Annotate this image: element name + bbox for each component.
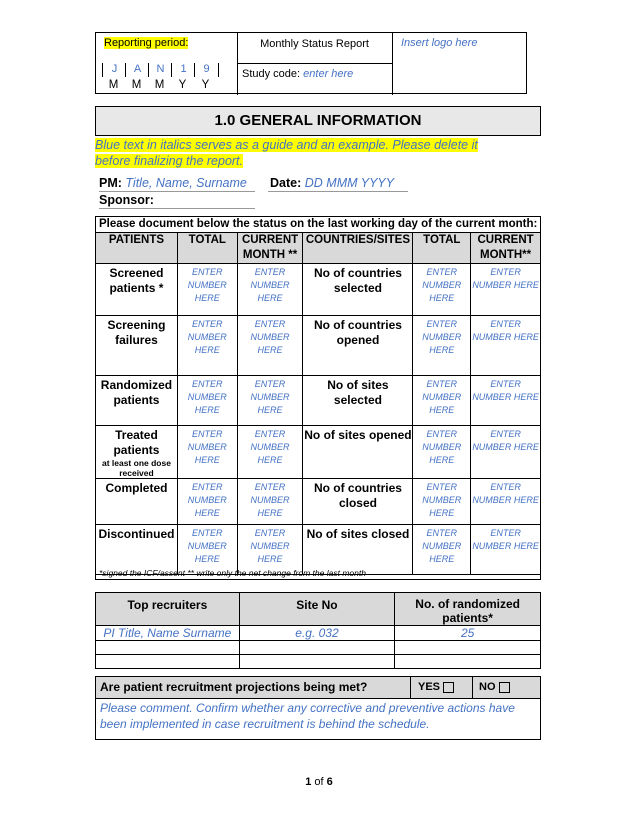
sites-current-month-input[interactable]: ENTER NUMBER HERE <box>471 264 541 316</box>
date-value[interactable]: DD MMM YYYY <box>304 176 395 190</box>
patient-category-label: Randomized patients <box>100 378 173 407</box>
sites-current-month-input[interactable]: ENTER NUMBER HERE <box>471 426 541 479</box>
period-format-char: M <box>108 79 119 91</box>
patient-category <box>96 376 178 426</box>
sites-current-month-input[interactable]: ENTER NUMBER HERE <box>471 316 541 376</box>
table-row <box>96 264 541 316</box>
date-underline <box>268 191 408 192</box>
patients-current-month-input[interactable]: ENTER NUMBER HERE <box>237 264 303 316</box>
recruiter-site-cell[interactable] <box>239 655 395 669</box>
table-row <box>96 479 541 525</box>
yes-label: YES <box>418 681 441 693</box>
no-checkbox[interactable] <box>499 682 510 693</box>
intro-note <box>95 137 515 169</box>
period-format-char: M <box>154 79 165 91</box>
recruiter-name-cell[interactable] <box>96 655 240 669</box>
projections-header <box>96 677 540 699</box>
yes-option[interactable] <box>418 681 454 693</box>
patient-category <box>96 525 178 575</box>
intro-text: Blue text in italics serves as a guide and an example. Please delete it before finalizing the report. <box>95 138 478 168</box>
patient-category-label: Screened patients * <box>109 266 164 295</box>
sites-total-input[interactable]: ENTER NUMBER HERE <box>413 479 471 525</box>
recruiter-name-cell[interactable]: PI Title, Name Surname <box>96 626 240 641</box>
sites-total-input[interactable]: ENTER NUMBER HERE <box>413 525 471 575</box>
recruiter-site-cell[interactable]: e.g. 032 <box>239 626 395 641</box>
table-row <box>96 316 541 376</box>
site-category: No of countries selected <box>303 264 413 316</box>
table-row <box>96 655 541 669</box>
page-number <box>0 776 638 788</box>
recruiter-name-cell[interactable] <box>96 641 240 655</box>
table-row <box>96 525 541 575</box>
recruiter-count-cell[interactable] <box>395 641 541 655</box>
period-char[interactable]: A <box>125 63 149 77</box>
patient-category <box>96 316 178 376</box>
period-format <box>102 79 222 93</box>
patients-total-input[interactable]: ENTER NUMBER HERE <box>177 426 237 479</box>
table-row <box>96 626 541 641</box>
col-countries-sites: COUNTRIES/SITES <box>303 233 413 264</box>
col-site-no: Site No <box>239 593 395 626</box>
site-category: No of countries opened <box>303 316 413 376</box>
patients-current-month-input[interactable]: ENTER NUMBER HERE <box>237 316 303 376</box>
sites-total-input[interactable]: ENTER NUMBER HERE <box>413 264 471 316</box>
col-patients: PATIENTS <box>96 233 178 264</box>
page-of: of <box>314 776 324 788</box>
pm-underline <box>99 191 255 192</box>
patients-current-month-input[interactable]: ENTER NUMBER HERE <box>237 525 303 575</box>
patient-category <box>96 264 178 316</box>
site-category: No of sites opened <box>303 426 413 479</box>
sites-total-input[interactable]: ENTER NUMBER HERE <box>413 376 471 426</box>
divider <box>410 677 411 698</box>
col-total: TOTAL <box>177 233 237 264</box>
no-label: NO <box>479 681 496 693</box>
period-format-char: Y <box>178 79 187 91</box>
site-category: No of sites closed <box>303 525 413 575</box>
period-char[interactable]: N <box>148 63 172 77</box>
status-footnote: *signed the ICF/assent ** write only the net change from the last month <box>99 568 366 578</box>
patient-category-sub: at least one dose received <box>101 458 171 478</box>
logo-placeholder[interactable]: Insert logo here <box>401 37 478 49</box>
recruiters-header-row <box>96 593 541 626</box>
pm-field <box>99 176 247 190</box>
patients-current-month-input[interactable]: ENTER NUMBER HERE <box>237 479 303 525</box>
pm-value[interactable]: Title, Name, Surname <box>125 176 247 190</box>
section-title: 1.0 GENERAL INFORMATION <box>95 106 541 136</box>
patient-category-label: Treated patients <box>113 428 160 457</box>
patient-category-label: Discontinued <box>98 527 175 541</box>
projections-box <box>95 676 541 740</box>
patients-total-input[interactable]: ENTER NUMBER HERE <box>177 376 237 426</box>
study-code-field[interactable]: enter here <box>303 68 354 80</box>
report-header <box>95 32 527 94</box>
patients-total-input[interactable]: ENTER NUMBER HERE <box>177 264 237 316</box>
recruiter-count-cell[interactable] <box>395 655 541 669</box>
yes-checkbox[interactable] <box>443 682 454 693</box>
sponsor-label: Sponsor: <box>99 193 154 207</box>
sites-total-input[interactable]: ENTER NUMBER HERE <box>413 426 471 479</box>
col-current-month: CURRENT MONTH ** <box>237 233 303 264</box>
patients-current-month-input[interactable]: ENTER NUMBER HERE <box>237 426 303 479</box>
projections-comment[interactable]: Please comment. Confirm whether any corrective and preventive actions have been implemented in case recruitment is behind the schedule. <box>100 701 515 731</box>
study-code-label: Study code: <box>242 68 301 80</box>
period-char[interactable]: 1 <box>171 63 195 77</box>
title-cell <box>237 33 393 95</box>
patients-total-input[interactable]: ENTER NUMBER HERE <box>177 525 237 575</box>
col-current-month-sites: CURRENT MONTH** <box>471 233 541 264</box>
status-instruction: Please document below the status on the last working day of the current month: <box>99 218 538 230</box>
patient-category <box>96 479 178 525</box>
site-category: No of countries closed <box>303 479 413 525</box>
patient-category-label: Completed <box>105 481 168 495</box>
title-row <box>237 33 392 64</box>
patients-total-input[interactable]: ENTER NUMBER HERE <box>177 479 237 525</box>
col-total-sites: TOTAL <box>413 233 471 264</box>
table-row <box>96 376 541 426</box>
reporting-period-cell <box>96 33 238 95</box>
sites-current-month-input[interactable]: ENTER NUMBER HERE <box>471 376 541 426</box>
col-top-recruiters: Top recruiters <box>96 593 240 626</box>
period-char[interactable]: 9 <box>194 63 219 77</box>
period-char[interactable]: J <box>102 63 126 77</box>
recruiters-table <box>95 592 541 669</box>
patient-category <box>96 426 178 479</box>
recruiter-count-cell[interactable]: 25 <box>395 626 541 641</box>
sites-current-month-input[interactable]: ENTER NUMBER HERE <box>471 525 541 575</box>
date-field <box>270 176 394 190</box>
patients-current-month-input[interactable]: ENTER NUMBER HERE <box>237 376 303 426</box>
pm-label: PM: <box>99 176 122 190</box>
page-total: 6 <box>326 776 333 788</box>
sponsor-underline <box>99 208 255 209</box>
status-header-row <box>96 233 541 264</box>
no-option[interactable] <box>479 681 510 693</box>
period-format-char: Y <box>201 79 210 91</box>
page-current: 1 <box>305 776 312 788</box>
table-row <box>96 426 541 479</box>
recruiter-site-cell[interactable] <box>239 641 395 655</box>
patient-category-label: Screening failures <box>107 318 166 347</box>
sites-total-input[interactable]: ENTER NUMBER HERE <box>413 316 471 376</box>
date-label: Date: <box>270 176 302 190</box>
report-title: Monthly Status Report <box>260 38 369 50</box>
col-randomized: No. of randomized patients* <box>395 593 541 626</box>
projections-question: Are patient recruitment projections being met? <box>100 680 368 694</box>
divider <box>472 677 473 698</box>
status-table <box>95 232 541 575</box>
patients-total-input[interactable]: ENTER NUMBER HERE <box>177 316 237 376</box>
table-row <box>96 641 541 655</box>
period-entry[interactable] <box>102 63 222 79</box>
sites-current-month-input[interactable]: ENTER NUMBER HERE <box>471 479 541 525</box>
reporting-period-label: Reporting period: <box>104 37 189 49</box>
period-format-char: M <box>131 79 142 91</box>
site-category: No of sites selected <box>303 376 413 426</box>
